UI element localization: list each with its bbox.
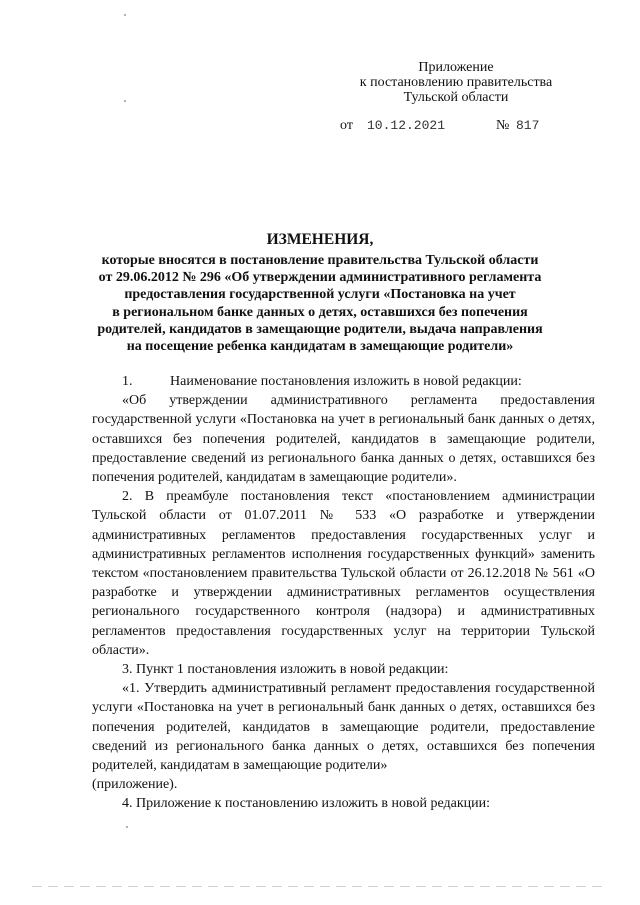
paragraph-1-quote: «Об утверждении административного регламента предоставления государственной услуги «Постановка на учет в региональный банк данных о детях, оставшихся без попечения родителей, кандидатов в замещающие родители, предоставление сведений из регионального банка данных о детях, оставшихся без попечения родителей, кандидатам в замещающие родители». bbox=[92, 393, 595, 486]
document-date: 10.12.2021 bbox=[367, 118, 446, 133]
paragraph-2: 2. В преамбуле постановления текст «постановлением администрации Тульской области от 01.07.2011 № 533 «О разработке и утверждении административных регламентов предоставления государственных услуг и административных регламентов исполнения государственных функций» заменить текстом «постановлением правительства Тульской области от 26.12.2018 № 561 «О разработке и утверждении административных регламентов осуществления регионального государственного контроля (надзора) и административных регламентов предоставления государственных услуг на территории Тульской области». bbox=[92, 489, 595, 658]
document-number: 817 bbox=[516, 118, 540, 133]
paragraph-3: 3. Пункт 1 постановления изложить в новой редакции: bbox=[122, 662, 449, 678]
date-label: от bbox=[340, 118, 353, 133]
paragraph-1 bbox=[92, 372, 595, 391]
subtitle-line: на посещение ребенка кандидатам в замещающие родители» bbox=[126, 339, 514, 355]
scan-speck bbox=[124, 14, 126, 16]
scan-speck bbox=[126, 826, 128, 828]
annex-line-3: Тульской области bbox=[403, 90, 509, 105]
subtitle-line: родителей, кандидатов в замещающие родители, выдача направления bbox=[97, 321, 543, 337]
paragraph-4: 4. Приложение к постановлению изложить в новой редакции: bbox=[122, 796, 491, 812]
document-title: ИЗМЕНЕНИЯ, bbox=[266, 231, 374, 248]
date-number-line bbox=[340, 118, 540, 134]
paragraph-3-quote: «1. Утвердить административный регламент предоставления государственной услуги «Постановка на учет в региональный банк данных о детях, оставшихся без попечения родителей, кандидатов в замещающие родители, предоставление сведений из регионального банка данных о детях, оставшихся без попечения родителей, кандидатам в замещающие родители» bbox=[92, 681, 595, 774]
scan-speck bbox=[124, 100, 126, 102]
paragraph-3-quote-end: (приложение). bbox=[92, 777, 178, 793]
document-body bbox=[92, 372, 595, 814]
subtitle-line: предоставления государственной услуги «Постановка на учет bbox=[124, 287, 516, 303]
paragraph-1-text: Наименование постановления изложить в новой редакции: bbox=[170, 374, 522, 389]
number-label: № bbox=[496, 118, 510, 133]
annex-line-1: Приложение bbox=[418, 60, 494, 75]
document-subtitle bbox=[80, 252, 560, 355]
subtitle-line: от 29.06.2012 № 296 «Об утверждении административного регламента bbox=[98, 270, 542, 286]
annex-line-2: к постановлению правительства bbox=[359, 75, 553, 90]
annex-header bbox=[330, 60, 582, 105]
scan-artifact-line bbox=[32, 886, 608, 887]
paragraph-1-number: 1. bbox=[122, 374, 133, 389]
subtitle-line: которые вносятся в постановление правительства Тульской области bbox=[101, 253, 539, 268]
subtitle-line: в региональном банке данных о детях, оставшихся без попечения bbox=[112, 304, 528, 320]
